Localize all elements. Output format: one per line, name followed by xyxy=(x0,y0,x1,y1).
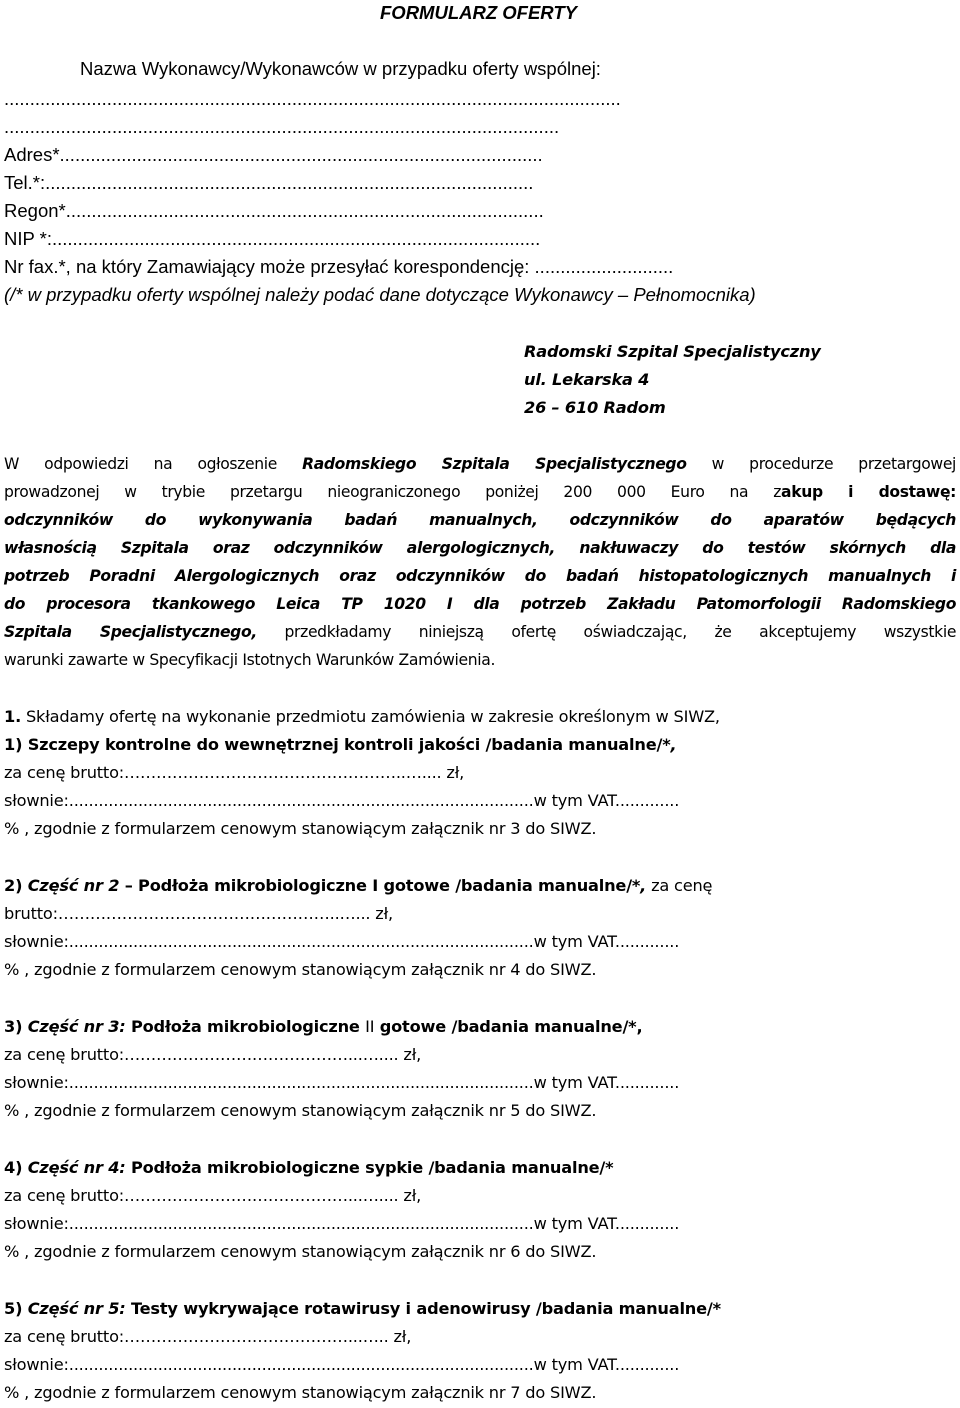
reference-line: % , zgodnie z formularzem cenowym stanowiącym załącznik nr 3 do SIWZ. xyxy=(4,819,597,838)
addressee-name: Radomski Szpital Specjalistyczny xyxy=(524,342,821,361)
intro-line-1: W odpowiedzi na ogłoszenie Radomskiego Szpitala Specjalistycznego w procedurze przetargowej xyxy=(4,455,957,473)
offer-statement: 1. Składamy ofertę na wykonanie przedmiotu zamówienia w zakresie określonym w SIWZ, xyxy=(4,707,720,726)
page-title: FORMULARZ OFERTY xyxy=(380,2,577,23)
reference-line: % , zgodnie z formularzem cenowym stanowiącym załącznik nr 4 do SIWZ. xyxy=(4,960,597,979)
phone-line: Tel.*:............................................................................................... xyxy=(4,172,534,193)
words-line: słownie:..............................................................................................w tym VAT............. xyxy=(4,932,680,951)
address-line: Adres*.............................................................................................. xyxy=(4,144,543,165)
words-line: słownie:..............................................................................................w tym VAT............. xyxy=(4,1214,680,1233)
part-heading: 2) Część nr 2 – Podłoża mikrobiologiczne I gotowe /badania manualne/*, za cenę xyxy=(4,876,713,895)
price-line: za cenę brutto:……………………………………...….... zł, xyxy=(4,1045,422,1064)
contractor-name-dots: ........................................................................................................................ xyxy=(4,88,621,109)
intro-line-5: potrzeb Poradni Alergologicznych oraz odczynników do badań histopatologicznych manualnych i xyxy=(4,567,957,585)
reference-line: % , zgodnie z formularzem cenowym stanowiącym załącznik nr 6 do SIWZ. xyxy=(4,1242,597,1261)
regon-line: Regon*............................................................................................. xyxy=(4,200,544,221)
addressee-street: ul. Lekarska 4 xyxy=(524,370,650,389)
intro-line-2: prowadzonej w trybie przetargu nieograniczonego poniżej 200 000 Euro na zakup i dostawę: xyxy=(4,483,957,501)
nip-line: NIP *:............................................................................................... xyxy=(4,228,541,249)
words-line: słownie:..............................................................................................w tym VAT............. xyxy=(4,791,680,810)
intro-line-4: własnością Szpitala oraz odczynników alergologicznych, nakłuwaczy do testów skórnych dla xyxy=(4,539,957,557)
intro-line-8: warunki zawarte w Specyfikacji Istotnych Warunków Zamówienia. xyxy=(4,651,496,669)
proxy-note: (/* w przypadku oferty wspólnej należy podać dane dotyczące Wykonawcy – Pełnomocnika) xyxy=(4,284,756,305)
fax-line: Nr fax.*, na który Zamawiający może przesyłać korespondencję: ........................... xyxy=(4,256,674,277)
part-heading: 5) Część nr 5: Testy wykrywające rotawirusy i adenowirusy /badania manualne/* xyxy=(4,1299,721,1318)
part-heading: 3) Część nr 3: Podłoża mikrobiologiczne II gotowe /badania manualne/*, xyxy=(4,1017,643,1036)
part-heading: 4) Część nr 4: Podłoża mikrobiologiczne sypkie /badania manualne/* xyxy=(4,1158,614,1177)
reference-line: % , zgodnie z formularzem cenowym stanowiącym załącznik nr 7 do SIWZ. xyxy=(4,1383,597,1402)
part-heading: 1) Szczepy kontrolne do wewnętrznej kontroli jakości /badania manualne/*, xyxy=(4,735,677,754)
contractor-name-dots-2: ............................................................................................................ xyxy=(4,116,560,137)
intro-line-6: do procesora tkankowego Leica TP 1020 I dla potrzeb Zakładu Patomorfologii Radomskiego xyxy=(4,595,957,613)
intro-line-3: odczynników do wykonywania badań manualnych, odczynników do aparatów będących xyxy=(4,511,957,529)
reference-line: % , zgodnie z formularzem cenowym stanowiącym załącznik nr 5 do SIWZ. xyxy=(4,1101,597,1120)
price-line: za cenę brutto:……………………………………...….. zł, xyxy=(4,1327,412,1346)
intro-line-7: Szpitala Specjalistycznego, przedkładamy niniejszą ofertę oświadczając, że akceptujemy wszystkie xyxy=(4,623,957,641)
words-line: słownie:..............................................................................................w tym VAT............. xyxy=(4,1355,680,1374)
contractor-name-label: Nazwa Wykonawcy/Wykonawców w przypadku oferty wspólnej: xyxy=(80,58,601,79)
price-line: za cenę brutto:……………………………………...….... zł, xyxy=(4,1186,422,1205)
words-line: słownie:..............................................................................................w tym VAT............. xyxy=(4,1073,680,1092)
price-line: za cenę brutto:……………………………………………..….... zł, xyxy=(4,763,465,782)
addressee-city: 26 – 610 Radom xyxy=(524,398,666,417)
price-line: brutto:……………………………………………..…... zł, xyxy=(4,904,393,923)
